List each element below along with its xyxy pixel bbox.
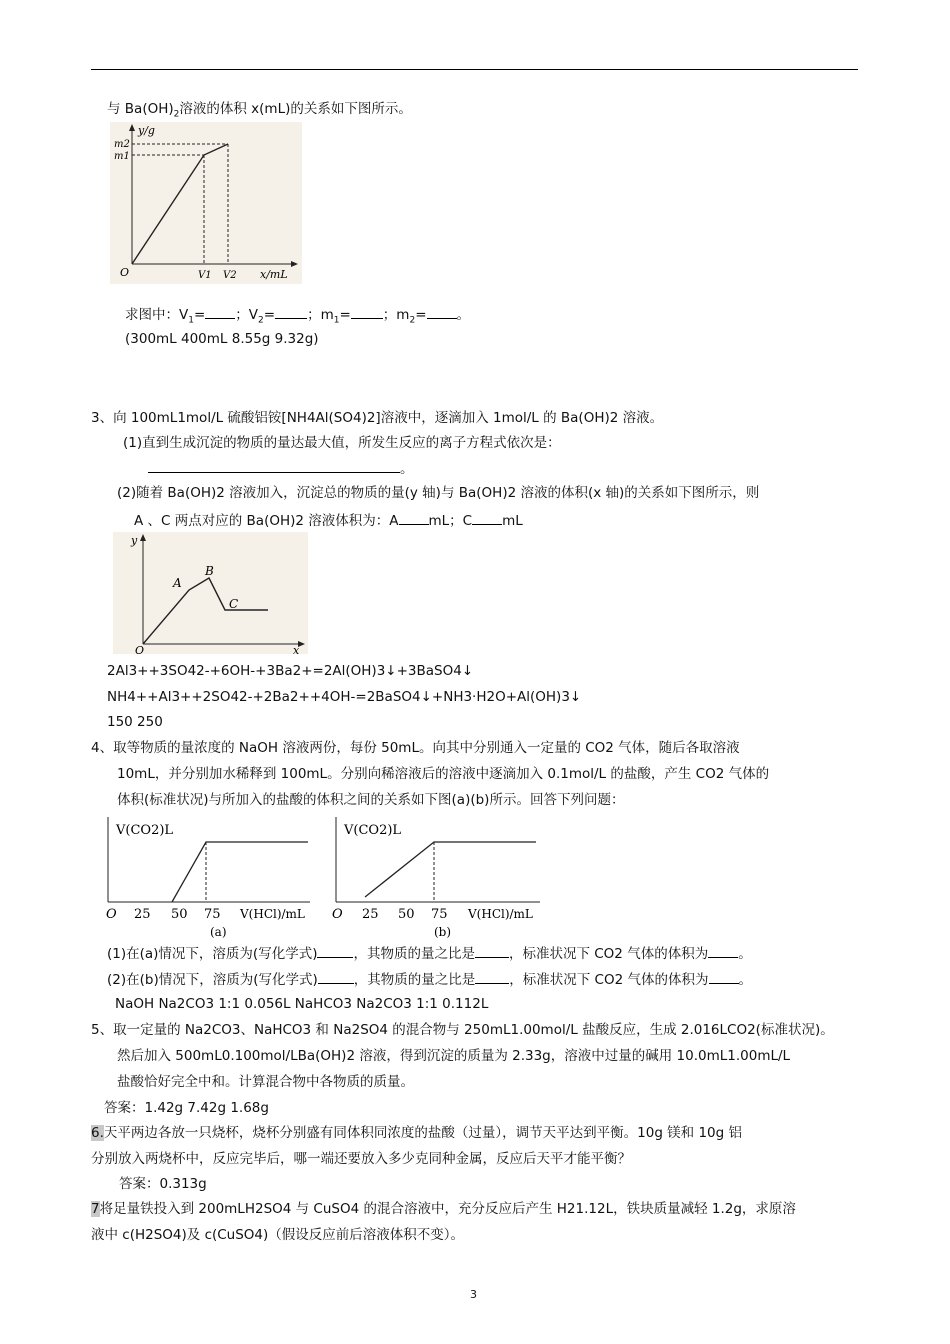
a-tick-75: 75	[204, 907, 221, 922]
b-tick-75: 75	[431, 907, 448, 922]
point-c-label: C	[229, 597, 239, 611]
figure-mass-vs-volume	[110, 122, 302, 284]
q7-line2: 液中 c(H2SO4)及 c(CuSO4)（假设反应前后溶液体积不变）。	[91, 1227, 465, 1243]
v2-blank[interactable]	[275, 304, 307, 319]
q4-line2: 10mL，并分别加水稀释到 100mL。分别向稀溶液后的溶液中逐滴加入 0.1mol/L 的盐酸，产生 CO2 气体的	[117, 766, 770, 782]
b-y-label: V(CO2)L	[344, 823, 402, 838]
v1-label: V1	[198, 270, 212, 281]
q2-question: 求图中：$V_1=$ ；$V_2=$ ；$m_1=$ ；$m_2=$ 。	[125, 304, 470, 324]
q5-answer: 答案：1.42g 7.42g 1.68g	[104, 1100, 269, 1116]
y-label: y	[131, 534, 138, 547]
b-tick-50: 50	[398, 907, 415, 922]
origin-label: O	[135, 644, 145, 654]
b-ratio-blank[interactable]	[475, 969, 509, 984]
a-x-label: V(HCl)/mL	[240, 907, 305, 921]
a-solute-blank[interactable]	[317, 943, 353, 958]
figure-co2-vs-hcl	[100, 812, 550, 940]
m2-blank[interactable]	[427, 304, 457, 319]
q4-line1: 4、取等物质的量浓度的 NaOH 溶液两份，每份 50mL。向其中分别通入一定量的 CO2 气体，随后各取溶液	[91, 740, 740, 756]
b-tick-25: 25	[362, 907, 379, 922]
x-axis-label: x/mL	[260, 268, 288, 281]
a-y-label: V(CO2)L	[116, 823, 174, 838]
a-volume-blank[interactable]	[399, 510, 429, 525]
q6-line1: 6.天平两边各放一只烧杯，烧杯分别盛有同体积同浓度的盐酸（过量），调节天平达到平衡。10g 镁和 10g 铝	[91, 1125, 743, 1141]
y-axis-label: y/g	[138, 124, 155, 137]
q6-line2: 分别放入两烧杯中，反应完毕后，哪一端还要放入多少克同种金属，反应后天平才能平衡？	[91, 1151, 631, 1167]
q6-number: 6.	[91, 1125, 104, 1141]
q4-sub1: (1)在(a)情况下，溶质为(写化学式) ，其物质的量之比是 ，标准状况下 CO2 气体的体积为 。	[107, 943, 752, 963]
q7-number: 7	[91, 1201, 100, 1217]
q3-stem: 3、向 100mL1mol/L 硫酸铝铵[NH4Al(SO4)2]溶液中，逐滴加入 1mol/L 的 Ba(OH)2 溶液。	[91, 410, 664, 426]
q3-answer-eq1: 2Al3++3SO42-+6OH-+3Ba2+=2Al(OH)3↓+3BaSO4↓	[107, 663, 474, 679]
origin-label: O	[120, 266, 130, 279]
b-volume-blank[interactable]	[709, 969, 739, 984]
equation-blank[interactable]	[148, 458, 400, 473]
figure-precipitate-vs-volume	[113, 532, 308, 654]
a-caption: (a)	[210, 925, 227, 939]
a-tick-25: 25	[134, 907, 151, 922]
intro-line: 与 $Ba(OH)_2$溶液的体积 x(mL)的关系如下图所示。	[107, 101, 412, 120]
q7-line1: 7将足量铁投入到 200mLH2SO4 与 CuSO4 的混合溶液中，充分反应后产生 H21.12L，铁块质量减轻 1.2g，求原溶	[91, 1201, 796, 1217]
q5-line1: 5、取一定量的 Na2CO3、NaHCO3 和 Na2SO4 的混合物与 250mL1.00mol/L 盐酸反应，生成 2.016LCO2(标准状况)。	[91, 1022, 834, 1038]
q3-part2: (2)随着 Ba(OH)2 溶液加入，沉淀总的物质的量(y 轴)与 Ba(OH)2 溶液的体积(x 轴)的关系如下图所示，则	[117, 485, 760, 501]
a-origin: O	[106, 907, 117, 922]
q6-answer: 答案：0.313g	[119, 1176, 207, 1192]
c-volume-blank[interactable]	[472, 510, 502, 525]
m1-label: m1	[114, 151, 130, 162]
page-number: 3	[470, 1288, 477, 1301]
point-b-label: B	[205, 564, 214, 578]
a-volume-blank[interactable]	[708, 943, 738, 958]
q3-part1-answer-line: 。	[148, 458, 414, 478]
q5-line3: 盐酸恰好完全中和。计算混合物中各物质的质量。	[117, 1074, 414, 1090]
q3-part2-cont: A 、C 两点对应的 Ba(OH)2 溶液体积为：A mL；C mL	[134, 510, 523, 530]
v2-label: V2	[223, 270, 237, 281]
x-label: x	[293, 644, 300, 654]
q4-sub2: (2)在(b)情况下，溶质为(写化学式) ，其物质的量之比是 ，标准状况下 CO2 气体的体积为 。	[107, 969, 752, 989]
b-solute-blank[interactable]	[318, 969, 354, 984]
q3-answer-values: 150 250	[107, 714, 163, 730]
q3-answer-eq2: NH4++Al3++2SO42-+2Ba2++4OH-=2BaSO4↓+NH3·H2O+Al(OH)3↓	[107, 689, 582, 705]
point-a-label: A	[173, 576, 182, 590]
a-ratio-blank[interactable]	[475, 943, 509, 958]
b-origin: O	[332, 907, 343, 922]
q4-answer: NaOH Na2CO3 1:1 0.056L NaHCO3 Na2CO3 1:1 0.112L	[115, 996, 489, 1012]
a-tick-50: 50	[171, 907, 188, 922]
m1-blank[interactable]	[351, 304, 383, 319]
m2-label: m2	[114, 139, 130, 150]
header-rule	[91, 69, 858, 70]
q2-answer: (300mL 400mL 8.55g 9.32g)	[125, 331, 319, 347]
b-caption: (b)	[434, 925, 452, 939]
b-x-label: V(HCl)/mL	[468, 907, 533, 921]
q5-line2: 然后加入 500mL0.100mol/LBa(OH)2 溶液，得到沉淀的质量为 2.33g，溶液中过量的碱用 10.0mL1.00mL/L	[117, 1048, 791, 1064]
v1-blank[interactable]	[205, 304, 235, 319]
q3-part1: (1)直到生成沉淀的物质的量达最大值，所发生反应的离子方程式依次是：	[123, 435, 561, 451]
q4-line3: 体积(标准状况)与所加入的盐酸的体积之间的关系如下图(a)(b)所示。回答下列问题：	[117, 792, 625, 808]
